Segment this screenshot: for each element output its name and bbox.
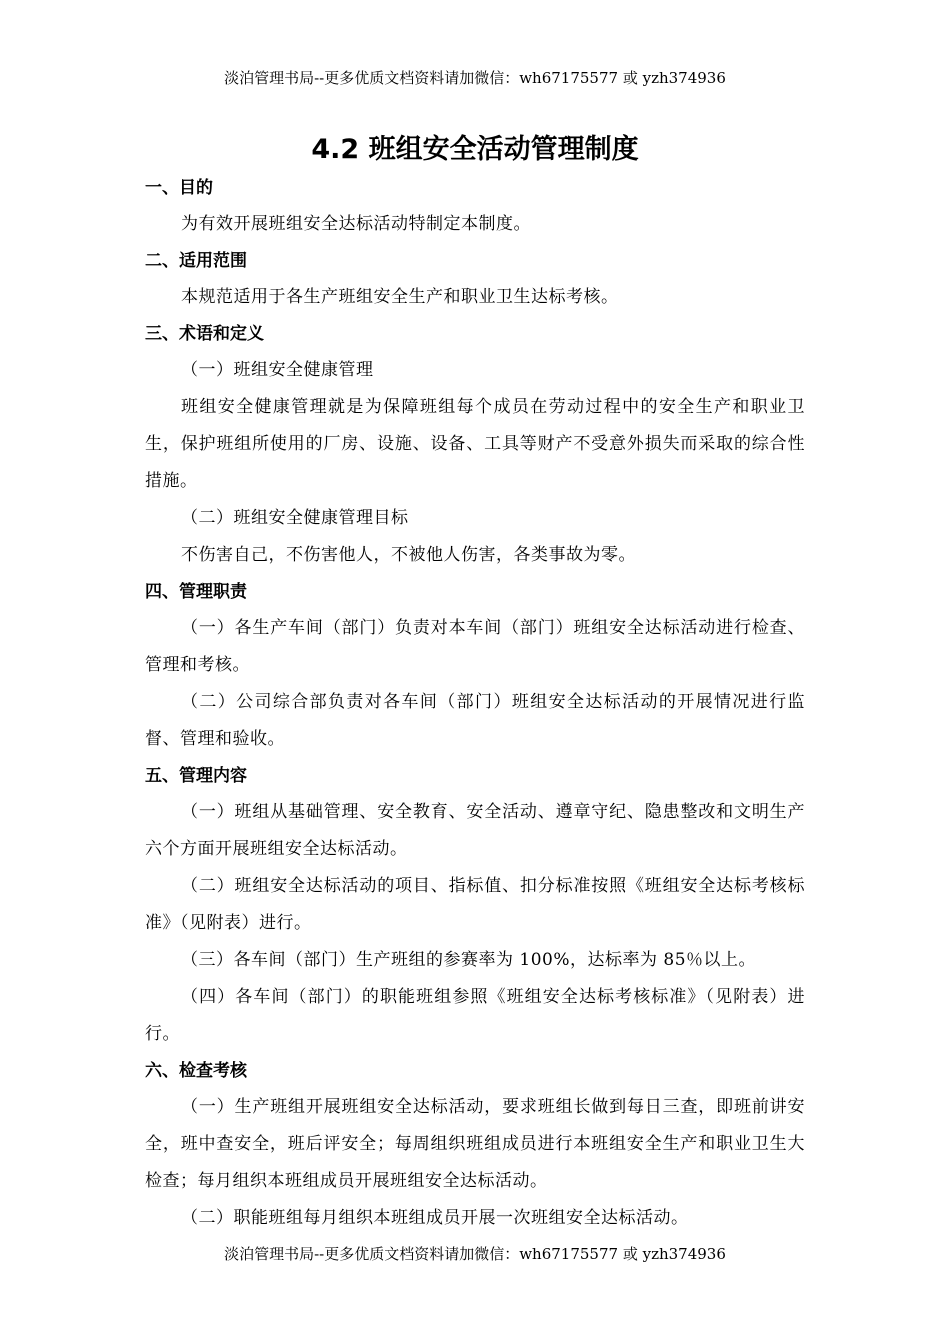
subheading: （一）班组安全健康管理 bbox=[181, 360, 374, 380]
section-scope bbox=[145, 243, 805, 316]
paragraph: 班组安全健康管理就是为保障班组每个成员在劳动过程中的安全生产和职业卫生，保护班组所使用的厂房、设施、设备、工具等财产不受意外损失而采取的综合性措施。 bbox=[145, 397, 805, 491]
section-heading: 二、适用范围 bbox=[145, 251, 247, 271]
page-header: 淡泊管理书局--更多优质文档资料请加微信：wh67175577 或 yzh374936 bbox=[224, 69, 726, 87]
paragraph: （一）各生产车间（部门）负责对本车间（部门）班组安全达标活动进行检查、管理和考核。 bbox=[145, 618, 805, 675]
subheading: （二）班组安全健康管理目标 bbox=[181, 508, 409, 528]
paragraph: （二）公司综合部负责对各车间（部门）班组安全达标活动的开展情况进行监督、管理和验收。 bbox=[145, 692, 805, 749]
section-management-content bbox=[145, 758, 805, 1053]
document-body bbox=[145, 170, 805, 1237]
paragraph: （一）班组从基础管理、安全教育、安全活动、遵章守纪、隐患整改和文明生产六个方面开展班组安全达标活动。 bbox=[145, 802, 805, 859]
section-heading: 五、管理内容 bbox=[145, 766, 247, 786]
paragraph: （三）各车间（部门）生产班组的参赛率为 100%，达标率为 85％以上。 bbox=[181, 950, 757, 970]
section-terms-definitions bbox=[145, 316, 805, 574]
paragraph: （一）生产班组开展班组安全达标活动，要求班组长做到每日三查，即班前讲安全，班中查安全，班后评安全；每周组织班组成员进行本班组安全生产和职业卫生大检查；每月组织本班组成员开展班组安全达标活动。 bbox=[145, 1097, 805, 1191]
paragraph: 为有效开展班组安全达标活动特制定本制度。 bbox=[181, 214, 531, 234]
paragraph: （二）班组安全达标活动的项目、指标值、扣分标准按照《班组安全达标考核标准》（见附表）进行。 bbox=[145, 876, 805, 933]
section-purpose bbox=[145, 170, 805, 243]
section-heading: 六、检查考核 bbox=[145, 1061, 247, 1081]
section-responsibilities bbox=[145, 574, 805, 758]
paragraph: 不伤害自己，不伤害他人，不被他人伤害，各类事故为零。 bbox=[181, 545, 636, 565]
section-inspection-assessment bbox=[145, 1053, 805, 1237]
page-title: 4.2 班组安全活动管理制度 bbox=[311, 134, 639, 165]
paragraph: 本规范适用于各生产班组安全生产和职业卫生达标考核。 bbox=[181, 287, 619, 307]
section-heading: 一、目的 bbox=[145, 178, 213, 198]
paragraph: （四）各车间（部门）的职能班组参照《班组安全达标考核标准》（见附表）进行。 bbox=[145, 987, 805, 1044]
page-footer: 淡泊管理书局--更多优质文档资料请加微信：wh67175577 或 yzh374936 bbox=[224, 1245, 726, 1263]
paragraph: （二）职能班组每月组织本班组成员开展一次班组安全达标活动。 bbox=[181, 1208, 689, 1228]
section-heading: 四、管理职责 bbox=[145, 582, 247, 602]
section-heading: 三、术语和定义 bbox=[145, 324, 264, 344]
